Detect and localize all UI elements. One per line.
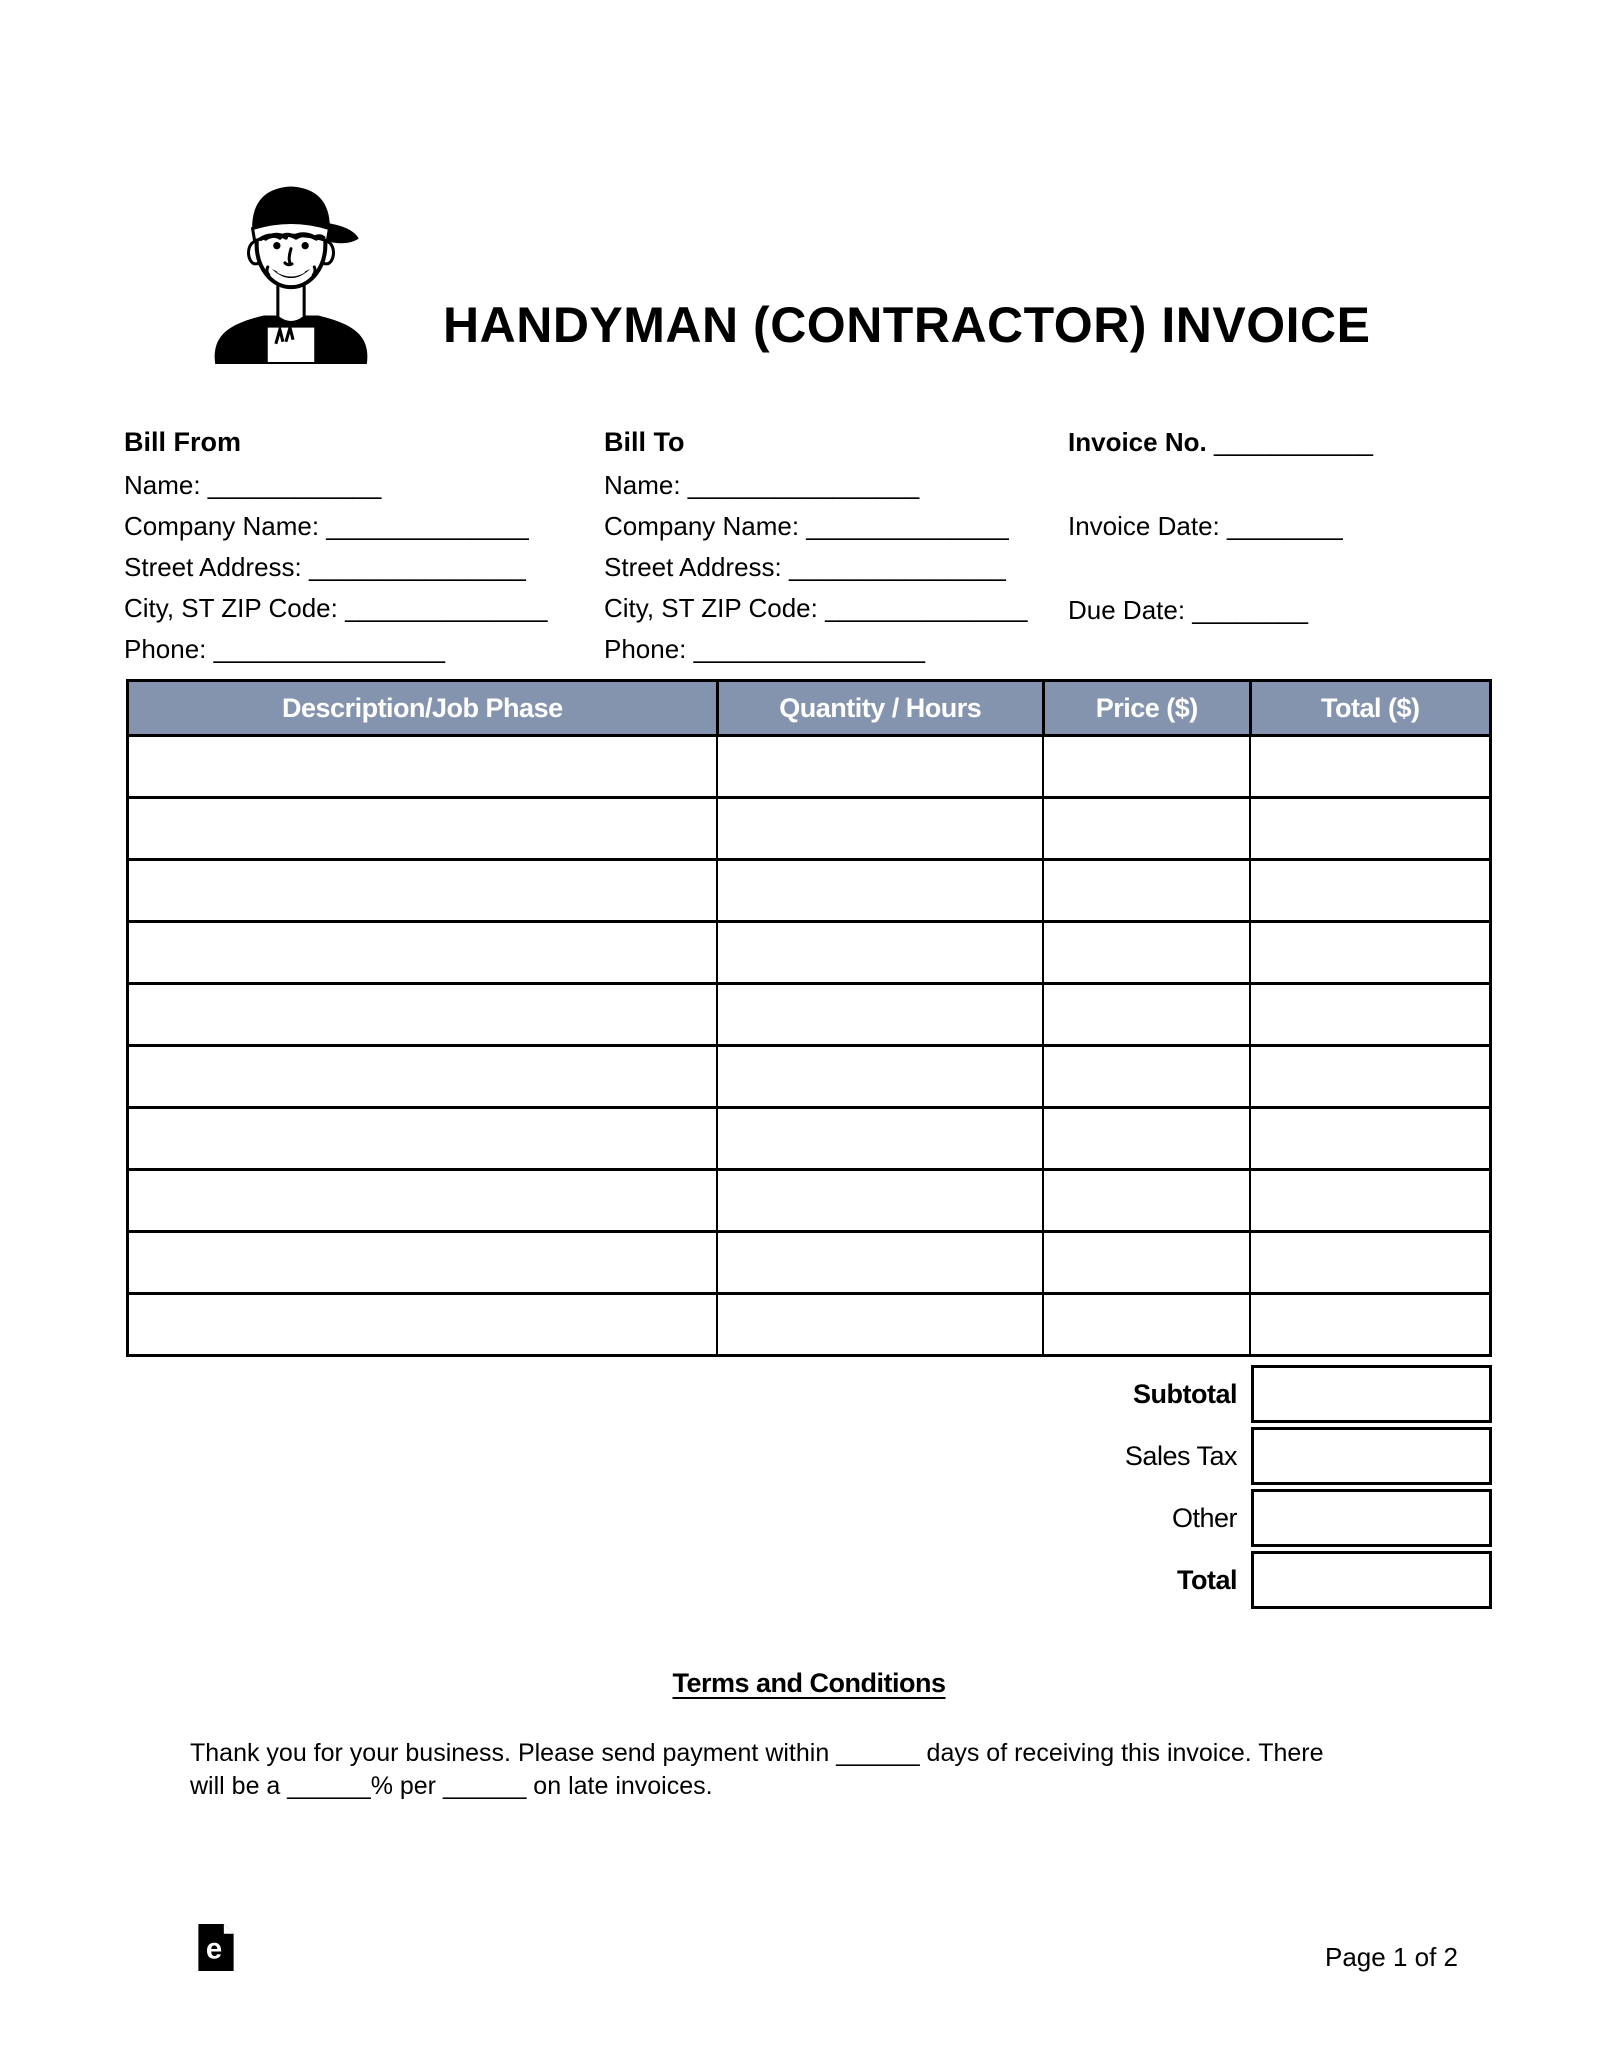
cell-price [1043, 984, 1250, 1046]
cell-price [1043, 1046, 1250, 1108]
totals-section [126, 1365, 1492, 1613]
table-row [128, 1294, 1491, 1356]
bill-from-street-line: Street Address: _______________ [124, 552, 526, 582]
cell-total [1250, 1108, 1490, 1170]
cell-total [1250, 1170, 1490, 1232]
invoice-meta-section [1068, 426, 1498, 626]
sales-tax-label: Sales Tax [1124, 1440, 1237, 1471]
terms-heading: Terms and Conditions [672, 1668, 946, 1698]
col-header-total: Total ($) [1250, 681, 1490, 736]
items-table-header-row [128, 681, 1491, 736]
col-header-description: Description/Job Phase [128, 681, 718, 736]
cell-description [128, 1170, 718, 1232]
bill-from-company-line: Company Name: ______________ [124, 511, 529, 541]
bill-to-company-line: Company Name: ______________ [604, 511, 1009, 541]
cell-quantity [717, 1108, 1043, 1170]
other-value-box [1251, 1489, 1492, 1547]
cell-quantity [717, 736, 1043, 798]
bill-from-heading: Bill From [124, 427, 242, 457]
eforms-logo [198, 1924, 234, 1971]
terms-paragraph [190, 1737, 1450, 1803]
cell-description [128, 1232, 718, 1294]
bill-to-city-line: City, ST ZIP Code: ______________ [604, 593, 1028, 623]
total-value-box [1251, 1551, 1492, 1609]
bill-to-name-line: Name: ________________ [604, 470, 920, 500]
cell-total [1250, 860, 1490, 922]
cell-description [128, 798, 718, 860]
bill-to-heading: Bill To [604, 427, 685, 457]
invoice-date-line: Invoice Date: ________ [1068, 511, 1343, 541]
subtotal-value-box [1251, 1365, 1492, 1423]
logo-eye-right [302, 242, 309, 249]
cell-price [1043, 922, 1250, 984]
cell-description [128, 1046, 718, 1108]
bill-from-name-line: Name: ____________ [124, 470, 382, 500]
cell-price [1043, 1108, 1250, 1170]
bill-from-phone-line: Phone: ________________ [124, 634, 445, 664]
cell-total [1250, 798, 1490, 860]
cell-quantity [717, 1294, 1043, 1356]
cell-quantity [717, 798, 1043, 860]
terms-line-2: will be a ______% per ______ on late invoices. [190, 1772, 713, 1800]
table-row [128, 1108, 1491, 1170]
bill-to-section [604, 426, 1064, 670]
cell-total [1250, 1046, 1490, 1108]
cell-total [1250, 1294, 1490, 1356]
table-row [128, 798, 1491, 860]
table-row [128, 1232, 1491, 1294]
eforms-logo-fold [224, 1924, 234, 1934]
table-row [128, 984, 1491, 1046]
cell-quantity [717, 1170, 1043, 1232]
cell-price [1043, 860, 1250, 922]
cell-quantity [717, 1046, 1043, 1108]
total-row [126, 1551, 1492, 1609]
subtotal-row [126, 1365, 1492, 1423]
table-row [128, 736, 1491, 798]
cell-total [1250, 922, 1490, 984]
cell-price [1043, 1170, 1250, 1232]
col-header-price: Price ($) [1043, 681, 1250, 736]
cell-description [128, 984, 718, 1046]
cell-price [1043, 1232, 1250, 1294]
cell-quantity [717, 860, 1043, 922]
table-row [128, 1046, 1491, 1108]
table-row [128, 1170, 1491, 1232]
cell-quantity [717, 1232, 1043, 1294]
cell-description [128, 922, 718, 984]
table-row [128, 860, 1491, 922]
eforms-logo-letter: e [205, 1932, 223, 1966]
sales-tax-value-box [1251, 1427, 1492, 1485]
cell-description [128, 736, 718, 798]
cell-total [1250, 984, 1490, 1046]
cell-price [1043, 736, 1250, 798]
total-label: Total [1177, 1564, 1237, 1595]
terms-heading-wrap [126, 1668, 1492, 1699]
cell-price [1043, 1294, 1250, 1356]
bill-from-city-line: City, ST ZIP Code: ______________ [124, 593, 548, 623]
cell-description [128, 860, 718, 922]
invoice-no-label: Invoice No. [1068, 427, 1207, 457]
logo-eye-left [273, 242, 280, 249]
cell-total [1250, 1232, 1490, 1294]
invoice-no-line [1068, 426, 1498, 458]
invoice-no-blank: ___________ [1213, 427, 1373, 457]
table-row [128, 922, 1491, 984]
bill-from-section [124, 426, 584, 670]
subtotal-label: Subtotal [1133, 1378, 1237, 1409]
col-header-quantity-hours: Quantity / Hours [717, 681, 1043, 736]
terms-line-1: Thank you for your business. Please send payment within ______ days of receiving this invoice. There [190, 1739, 1324, 1767]
items-table [126, 679, 1492, 1357]
other-label: Other [1171, 1502, 1237, 1533]
cell-price [1043, 798, 1250, 860]
page-title: HANDYMAN (CONTRACTOR) INVOICE [443, 297, 1371, 353]
cell-description [128, 1294, 718, 1356]
other-row [126, 1489, 1492, 1547]
due-date-line: Due Date: ________ [1068, 595, 1308, 625]
cell-description [128, 1108, 718, 1170]
page-indicator: Page 1 of 2 [1325, 1942, 1458, 1972]
handyman-logo [205, 182, 377, 364]
bill-to-phone-line: Phone: ________________ [604, 634, 925, 664]
cell-total [1250, 736, 1490, 798]
sales-tax-row [126, 1427, 1492, 1485]
cell-quantity [717, 922, 1043, 984]
cell-quantity [717, 984, 1043, 1046]
bill-to-street-line: Street Address: _______________ [604, 552, 1006, 582]
